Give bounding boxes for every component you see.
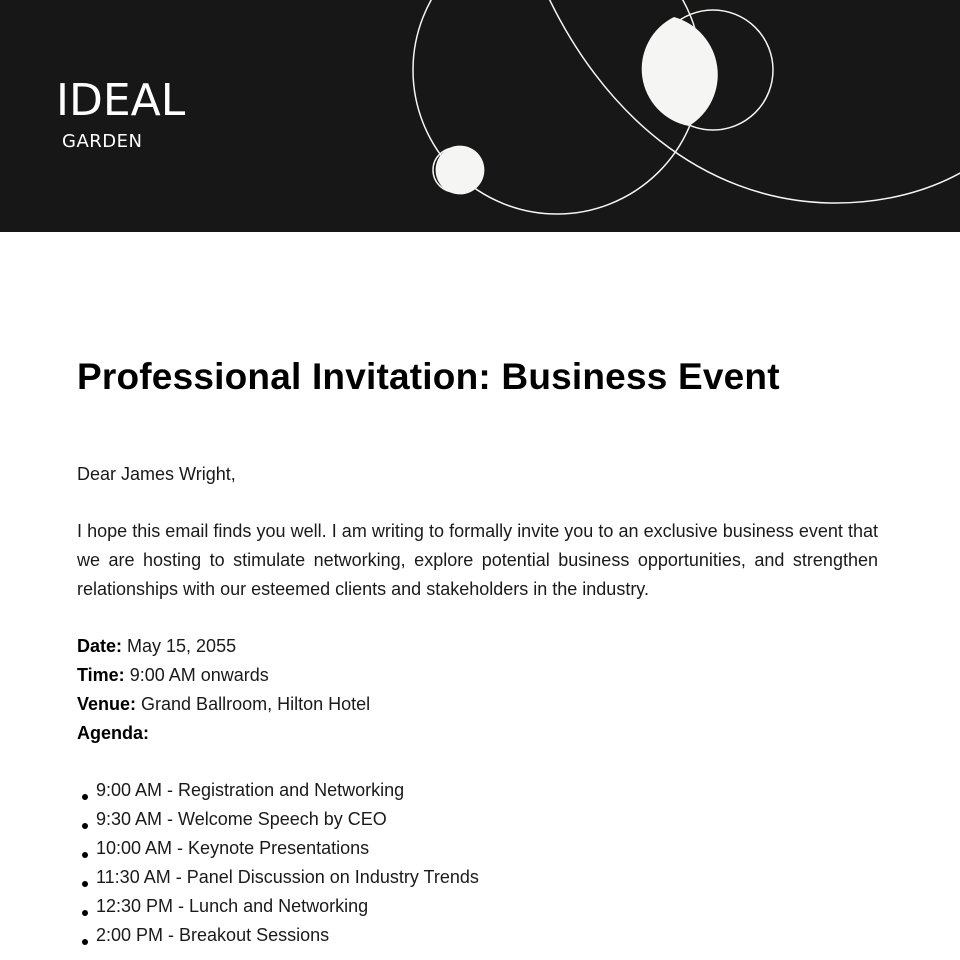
bullet-icon: [82, 881, 88, 887]
time-line: [77, 661, 878, 690]
date-value: May 15, 2055: [122, 636, 237, 656]
venue-value: Grand Ballroom, Hilton Hotel: [136, 694, 371, 714]
agenda-label: Agenda:: [77, 723, 149, 743]
agenda-list: [77, 776, 878, 950]
time-label: Time:: [77, 665, 125, 685]
header-banner: [0, 0, 960, 232]
intro-paragraph: I hope this email finds you well. I am writing to formally invite you to an exclusive business event that we are hosting to stimulate networking, explore potential business opportunities, and strengthen relationships with our esteemed clients and stakeholders in the industry.: [77, 521, 878, 599]
crescent-small: [436, 146, 485, 195]
list-item: [77, 776, 878, 805]
bullet-icon: [82, 794, 88, 800]
agenda-item-text: 2:00 PM - Breakout Sessions: [96, 925, 330, 945]
list-item: [77, 863, 878, 892]
salutation: Dear James Wright,: [77, 464, 236, 484]
date-line: [77, 632, 878, 661]
list-item: [77, 805, 878, 834]
agenda-item-text: 11:30 AM - Panel Discussion on Industry Trends: [96, 867, 479, 887]
logo: [56, 76, 185, 153]
document-title: Professional Invitation: Business Event: [77, 356, 780, 397]
date-label: Date:: [77, 636, 123, 656]
logo-main-text: IDEAL: [56, 75, 186, 126]
sweeping-arc: [545, 0, 960, 203]
agenda-item-text: 9:30 AM - Welcome Speech by CEO: [96, 809, 387, 829]
event-details: [77, 632, 878, 748]
bullet-icon: [82, 852, 88, 858]
agenda-item-text: 12:30 PM - Lunch and Networking: [96, 896, 369, 916]
list-item: [77, 834, 878, 863]
list-item: [77, 921, 878, 950]
logo-sub-text: GARDEN: [62, 131, 143, 152]
agenda-line: [77, 719, 878, 748]
list-item: [77, 892, 878, 921]
time-value: 9:00 AM onwards: [124, 665, 269, 685]
agenda-item-text: 9:00 AM - Registration and Networking: [96, 780, 405, 800]
bullet-icon: [82, 910, 88, 916]
venue-label: Venue:: [77, 694, 137, 714]
bullet-icon: [82, 823, 88, 829]
crescent-large: [642, 17, 718, 126]
venue-line: [77, 690, 878, 719]
agenda-item-text: 10:00 AM - Keynote Presentations: [96, 838, 370, 858]
bullet-icon: [82, 939, 88, 945]
letter-content: [77, 352, 878, 950]
